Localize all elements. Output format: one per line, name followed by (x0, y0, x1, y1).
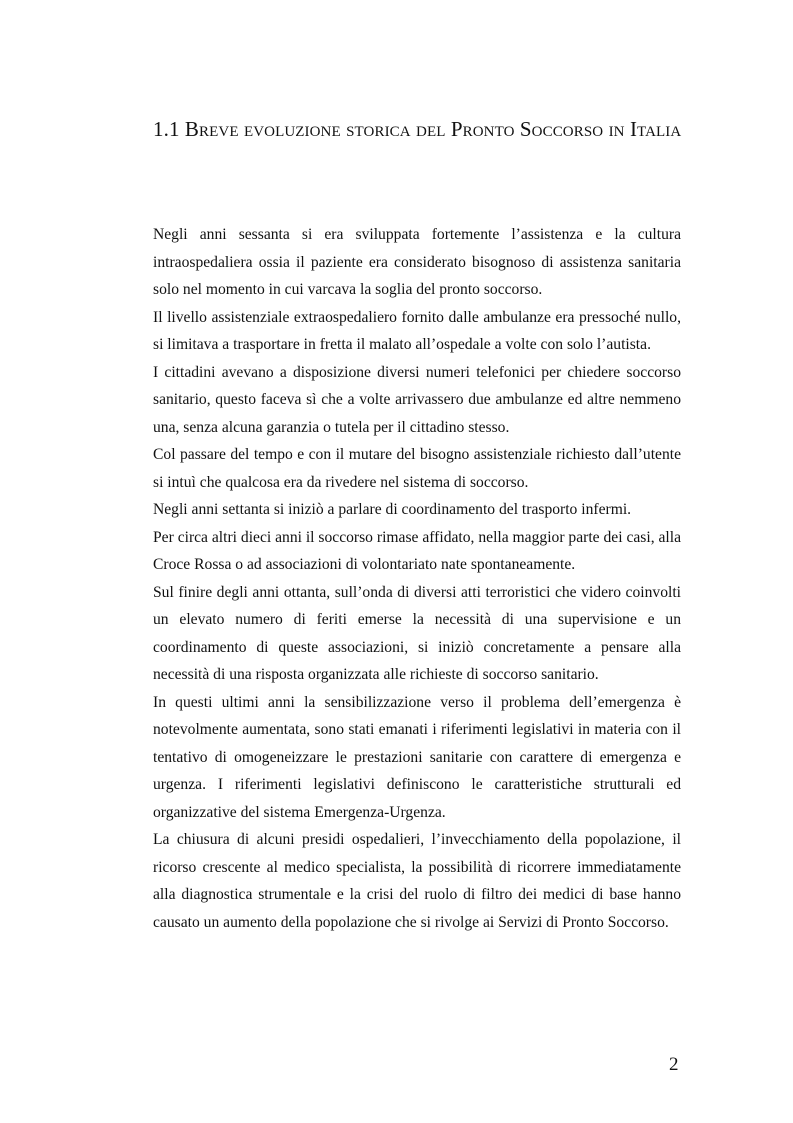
section-number: 1.1 (153, 117, 180, 141)
section-title: Breve evoluzione storica del Pronto Soccorso in Italia (184, 117, 682, 141)
paragraph: Il livello assistenziale extraospedaliero fornito dalle ambulanze era pressoché nullo, si limitava a trasportare in fretta il malato all’ospedale a volte con solo l’autista. (153, 308, 681, 353)
section-heading (153, 109, 693, 150)
paragraph: Negli anni settanta si iniziò a parlare di coordinamento del trasporto infermi. (153, 501, 632, 518)
paragraph: Col passare del tempo e con il mutare del bisogno assistenziale richiesto dall’utente si intuì che qualcosa era da rivedere nel sistema di soccorso. (153, 446, 681, 491)
paragraph: I cittadini avevano a disposizione diversi numeri telefonici per chiedere soccorso sanitario, questo faceva sì che a volte arrivassero due ambulanze ed altre nemmeno una, senza alcuna garanzia o tutela per il cittadino stesso. (153, 363, 681, 436)
paragraph: Sul finire degli anni ottanta, sull’onda di diversi atti terroristici che videro coinvolti un elevato numero di feriti emerse la necessità di una supervisione e un coordinamento di queste associazioni, si iniziò concretamente a pensare alla necessità di una risposta organizzata alle richieste di soccorso sanitario. (153, 583, 681, 683)
page-number: 2 (669, 1054, 679, 1075)
paragraph: Per circa altri dieci anni il soccorso rimase affidato, nella maggior parte dei casi, alla Croce Rossa o ad associazioni di volontariato nate spontaneamente. (153, 528, 681, 573)
body-text (153, 221, 681, 936)
paragraph: Negli anni sessanta si era sviluppata fortemente l’assistenza e la cultura intraospedaliera ossia il paziente era considerato bisognoso di assistenza sanitaria solo nel momento in cui varcava la soglia del pronto soccorso. (153, 226, 681, 298)
paragraph: In questi ultimi anni la sensibilizzazione verso il problema dell’emergenza è notevolmente aumentata, sono stati emanati i riferimenti legislativi in materia con il tentativo di omogeneizzare le prestazioni sanitarie con carattere di emergenza e urgenza. I riferimenti legislativi definiscono le caratteristiche strutturali ed organizzative del sistema Emergenza-Urgenza. (153, 693, 681, 821)
paragraph: La chiusura di alcuni presidi ospedalieri, l’invecchiamento della popolazione, il ricorso crescente al medico specialista, la possibilità di ricorrere immediatamente alla diagnostica strumentale e la crisi del ruolo di filtro dei medici di base hanno causato un aumento della popolazione che si rivolge ai Servizi di Pronto Soccorso. (153, 831, 681, 931)
